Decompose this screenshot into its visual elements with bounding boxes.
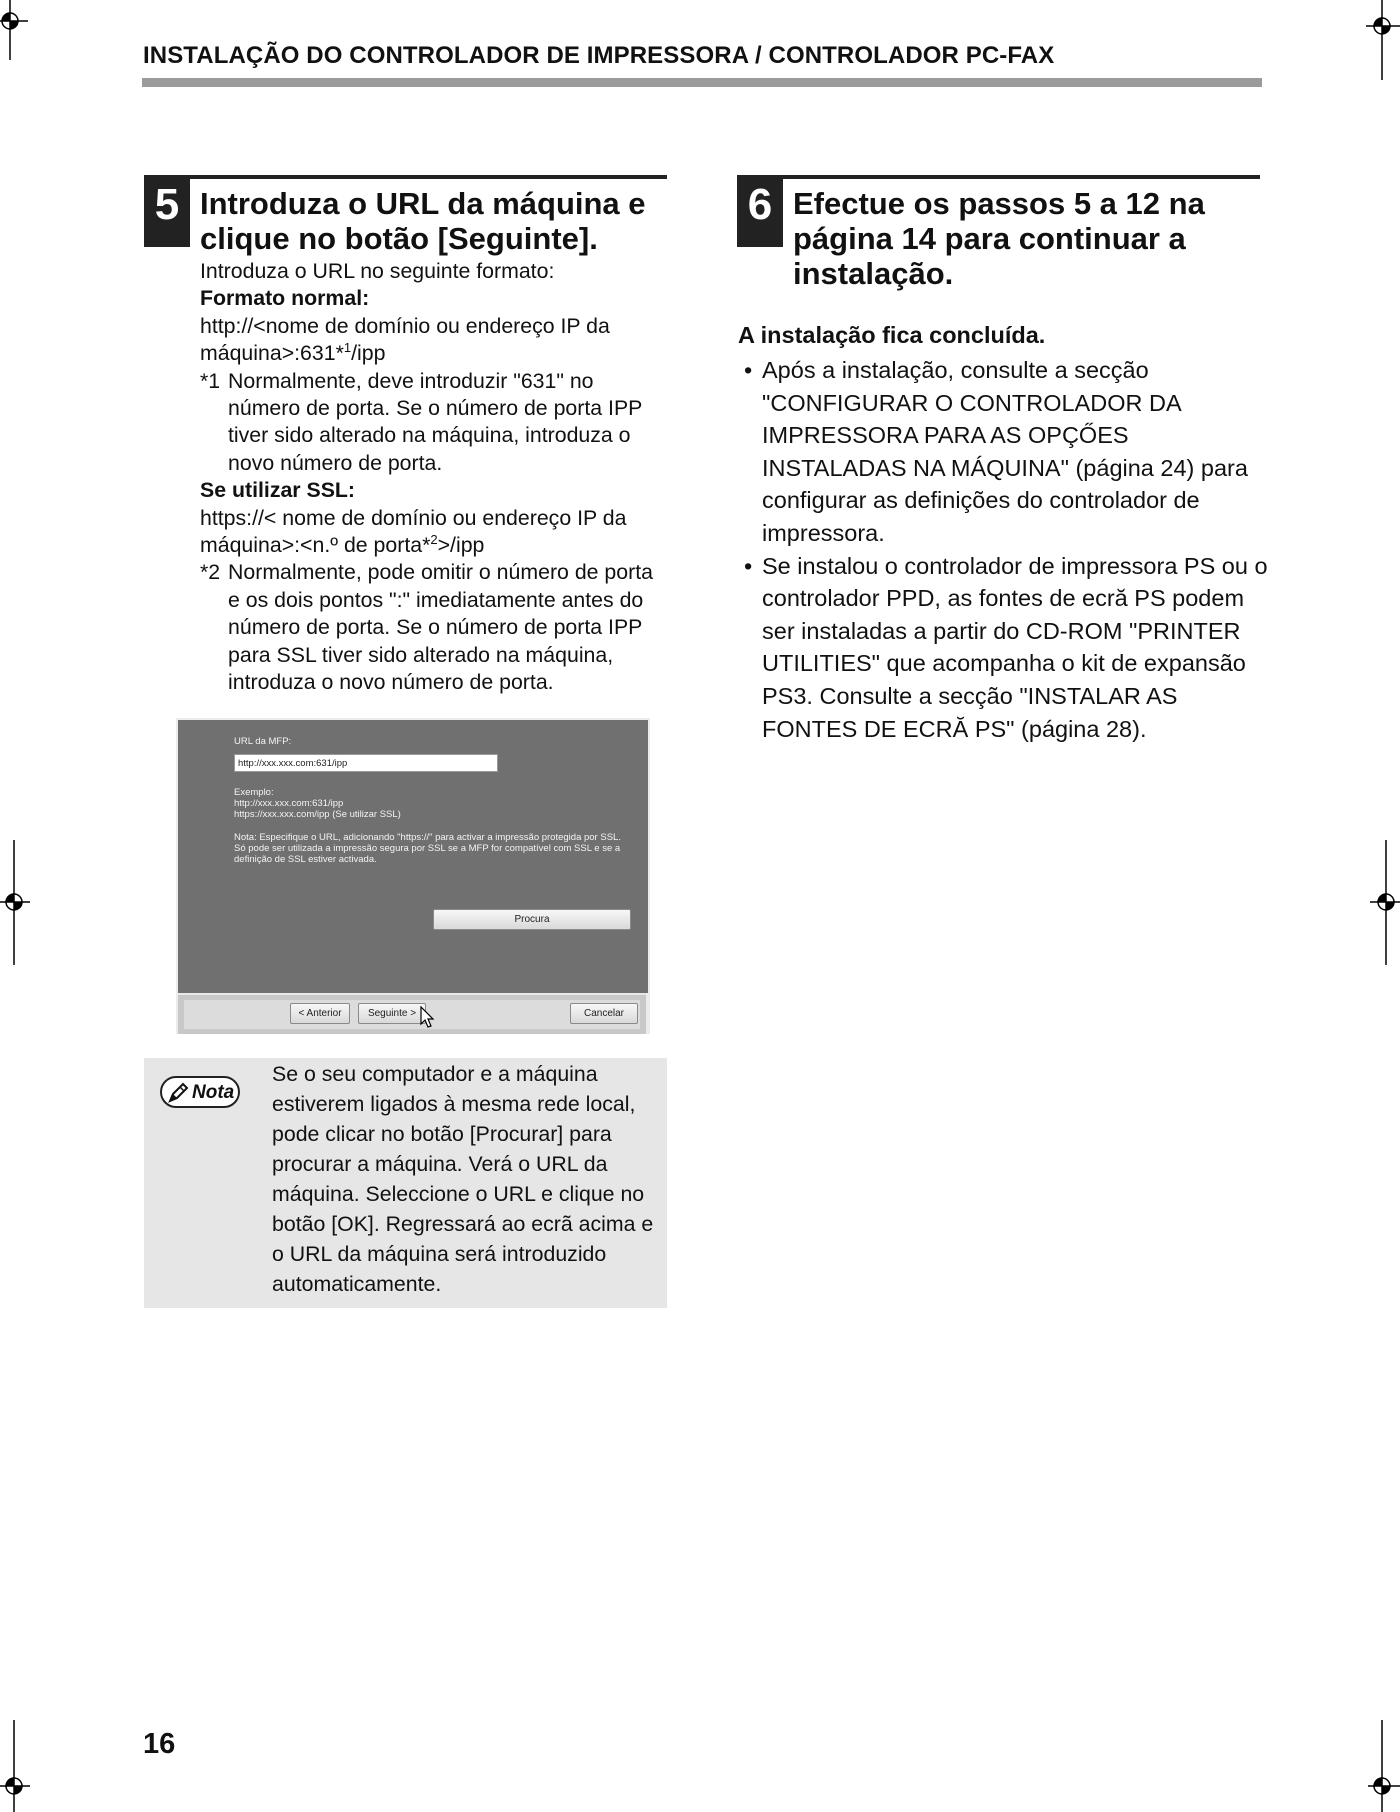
note-badge: Nota bbox=[160, 1076, 240, 1108]
back-button[interactable]: < Anterior bbox=[290, 1003, 350, 1024]
pencil-icon bbox=[167, 1082, 191, 1104]
step6-bullets bbox=[744, 354, 1274, 745]
step5-number: 5 bbox=[144, 175, 190, 247]
registration-mark-icon bbox=[1360, 1720, 1400, 1812]
normal-url-line1: http://<nome de domínio ou endereço IP da bbox=[200, 313, 610, 338]
registration-mark-icon bbox=[0, 0, 40, 60]
note-text: Se o seu computador e a máquina estiverem ligados à mesma rede local, pode clicar no botão [Procurar] para procurar a máquina. Verá o URL da máquina. Seleccione o URL e clique no botão [OK]. Regressará ao ecrã acima e o URL da máquina será introduzido automaticamente. bbox=[272, 1062, 654, 1296]
list-item: • Após a instalação, consulte a secção "CONFIGURAR O CONTROLADOR DA IMPRESSORA PARA AS OPÇŐES INSTALADAS NA MÁQUINA" (página 24) para configurar as definições do controlador de impressora. bbox=[744, 357, 1248, 546]
step6-rule bbox=[737, 175, 1260, 179]
step5-intro: Introduza o URL no seguinte formato: bbox=[200, 259, 555, 283]
dialog-note-2: Só pode ser utilizada a impressão segura por SSL se a MFP for compatível com SSL e se a bbox=[234, 843, 621, 854]
dialog-note-3: definição de SSL estiver activada. bbox=[234, 854, 377, 865]
mouse-pointer-icon bbox=[420, 1006, 436, 1030]
note-box bbox=[144, 1058, 667, 1308]
header-rule bbox=[142, 78, 1262, 87]
normal-format-label: Formato normal: bbox=[200, 286, 370, 311]
normal-url-line2: máquina>:631*$^1$/ipp bbox=[200, 340, 386, 366]
dialog-screenshot bbox=[176, 718, 650, 1034]
example-label: Exemplo: bbox=[234, 787, 274, 798]
step5-title: Introduza o URL da máquina e clique no botão [Seguinte]. bbox=[200, 186, 646, 256]
step5-rule bbox=[144, 175, 667, 179]
example-2: https://xxx.xxx.com/ipp (Se utilizar SSL) bbox=[234, 809, 401, 820]
step5-body bbox=[200, 258, 670, 697]
ssl-url-line1: https://< nome de domínio ou endereço IP da bbox=[200, 505, 627, 530]
step6-title: Efectue os passos 5 a 12 na página 14 para continuar a instalação. bbox=[793, 186, 1205, 291]
page-header-title: INSTALAÇÃO DO CONTROLADOR DE IMPRESSORA / CONTROLADOR PC-FAX bbox=[143, 42, 1055, 69]
url-label: URL da MFP: bbox=[234, 736, 292, 747]
dialog-panel bbox=[178, 720, 648, 993]
url-input[interactable]: http://xxx.xxx.com:631/ipp bbox=[234, 754, 498, 772]
registration-mark-icon bbox=[1360, 0, 1400, 80]
step6-number: 6 bbox=[737, 175, 783, 247]
cancel-button[interactable]: Cancelar bbox=[570, 1003, 638, 1024]
dialog-button-bar bbox=[178, 993, 646, 1034]
footnote-1: *1 Normalmente, deve introduzir "631" no número de porta. Se o número de porta IPP tiver sido alterado na máquina, introduza o novo número de porta. bbox=[200, 368, 642, 475]
example-1: http://xxx.xxx.com:631/ipp bbox=[234, 798, 344, 809]
installation-complete: A instalação fica concluída. bbox=[738, 322, 1046, 348]
registration-mark-icon bbox=[0, 1720, 40, 1812]
list-item: • Se instalou o controlador de impressora PS ou o controlador PPD, as fontes de ecră PS podem ser instaladas a partir do CD-ROM "PRINTER UTILITIES" que acompanha o kit de expansão PS3. Consulte a secção "INSTALAR AS FONTES DE ECRĂ PS" (página 28). bbox=[744, 552, 1268, 742]
search-button[interactable]: Procura bbox=[433, 909, 631, 930]
registration-mark-icon bbox=[1360, 840, 1400, 970]
dialog-note-1: Nota: Especifique o URL, adicionando "https://" para activar a impressão protegida por SSL. bbox=[234, 832, 621, 843]
ssl-label: Se utilizar SSL: bbox=[200, 478, 356, 503]
page-number: 16 bbox=[143, 1728, 176, 1760]
next-button[interactable]: Seguinte > bbox=[358, 1003, 426, 1024]
registration-mark-icon bbox=[0, 840, 40, 970]
footnote-2: *2 Normalmente, pode omitir o número de porta e os dois pontos ":" imediatamente antes do número de porta. Se o número de porta IPP para SSL tiver sido alterado na máquina, introduza o novo número de porta. bbox=[200, 560, 653, 695]
ssl-url-line2: máquina>:<n.º de porta*$^2$>/ipp bbox=[200, 531, 485, 558]
